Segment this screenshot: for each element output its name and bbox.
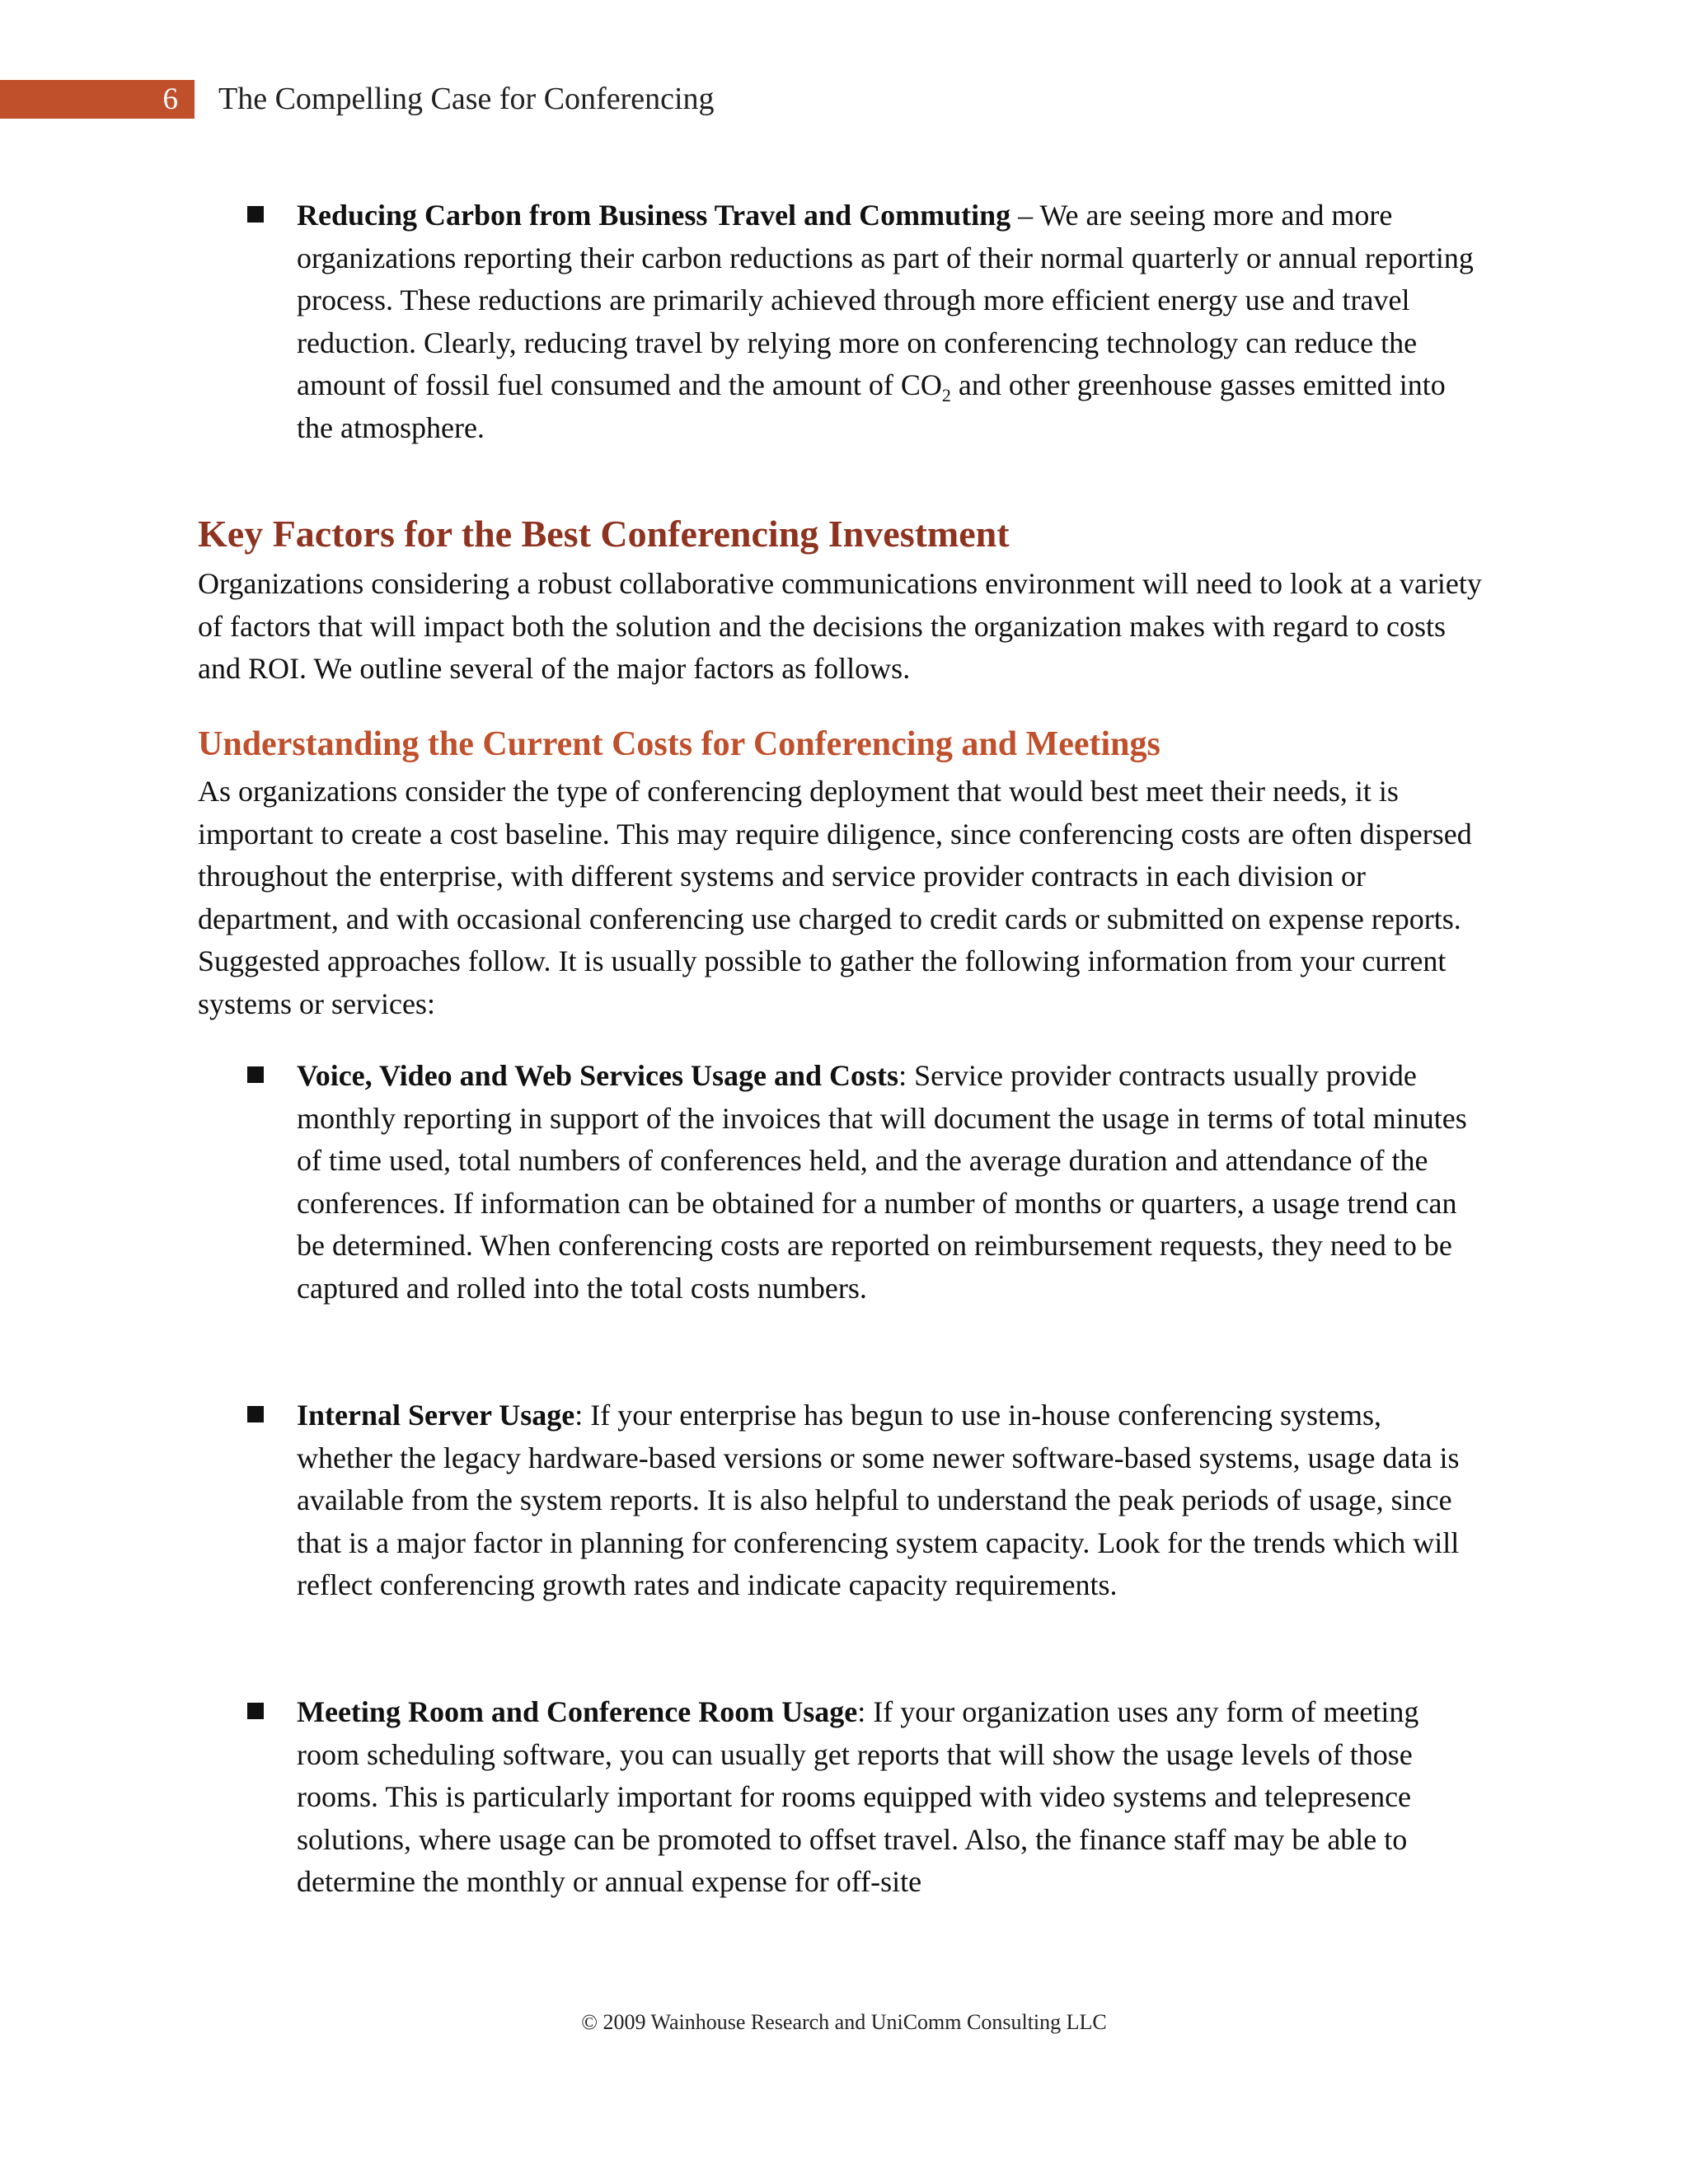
bullet-body: : If your enterprise has begun to use in-house conferencing systems, whether the legacy hardware-based versions or some newer software-based systems, usage data is available from the system reports. It is also helpful to understand the peak periods of usage, since that is a major factor in planning for conferencing system capacity. Look for the trends which will reflect conferencing growth rates and indicate capacity requirements. (297, 1399, 1460, 1601)
square-bullet-icon (247, 1406, 264, 1422)
bullet-internal-server-text (297, 1394, 1484, 1607)
bullet-carbon-body-1: – We are seeing more and more organizations reporting their carbon reductions as part of their normal quarterly or annual reporting process. These reductions are primarily achieved through more efficient energy use and travel reduction. Clearly, reducing travel by relying more on conferencing technology can reduce the amount of fossil fuel consumed and the amount of CO (297, 199, 1474, 401)
bullet-title: Internal Server Usage (297, 1399, 575, 1432)
footer-copyright: © 2009 Wainhouse Research and UniComm Consulting LLC (581, 2010, 1107, 2034)
page-number: 6 (162, 82, 178, 116)
bullet-body: : Service provider contracts usually provide monthly reporting in support of the invoices that will document the usage in terms of total minutes of time used, total numbers of conferences held, and the average duration and attendance of the conferences. If information can be obtained for a number of months or quarters, a usage trend can be determined. When conferencing costs are reported on reimbursement requests, they need to be captured and rolled into the total costs numbers. (297, 1059, 1467, 1305)
bullet-body: : If your organization uses any form of meeting room scheduling software, you can usually get reports that will show the usage levels of those rooms. This is particularly important for rooms equipped with video systems and telepresence solutions, where usage can be promoted to offset travel. Also, the finance staff may be able to determine the monthly or annual expense for off-site (297, 1695, 1419, 1898)
square-bullet-icon (247, 1703, 264, 1719)
section-heading-key-factors: Key Factors for the Best Conferencing Investment (198, 513, 1010, 555)
bullet-title: Meeting Room and Conference Room Usage (297, 1695, 858, 1728)
paragraph-current-costs: As organizations consider the type of conferencing deployment that would best meet their needs, it is important to create a cost baseline. This may require diligence, since conferencing costs are often dispersed throughout the enterprise, with different systems and service provider contracts in each division or department, and with occasional conferencing use charged to credit cards or submitted on expense reports. Suggested approaches follow. It is usually possible to gather the following information from your current systems or services: (198, 775, 1472, 1020)
paragraph-key-factors: Organizations considering a robust collaborative communications environment will need to look at a variety of factors that will impact both the solution and the decisions the organization makes with regard to costs and ROI. We outline several of the major factors as follows. (198, 567, 1482, 685)
bullet-voice-video-web-text (297, 1055, 1484, 1310)
bullet-title: Voice, Video and Web Services Usage and Costs (297, 1059, 899, 1092)
bullet-carbon-title: Reducing Carbon from Business Travel and Commuting (297, 199, 1011, 232)
bullet-carbon-body-2: and other greenhouse gasses emitted into the atmosphere. (297, 368, 1446, 444)
bullet-carbon-text (297, 194, 1484, 449)
co2-subscript: 2 (941, 385, 951, 406)
running-header-title: The Compelling Case for Conferencing (218, 82, 715, 116)
bullet-meeting-room-text (297, 1691, 1484, 1904)
square-bullet-icon (247, 1066, 264, 1083)
subheading-current-costs: Understanding the Current Costs for Conferencing and Meetings (198, 725, 1160, 763)
square-bullet-icon (247, 206, 264, 223)
